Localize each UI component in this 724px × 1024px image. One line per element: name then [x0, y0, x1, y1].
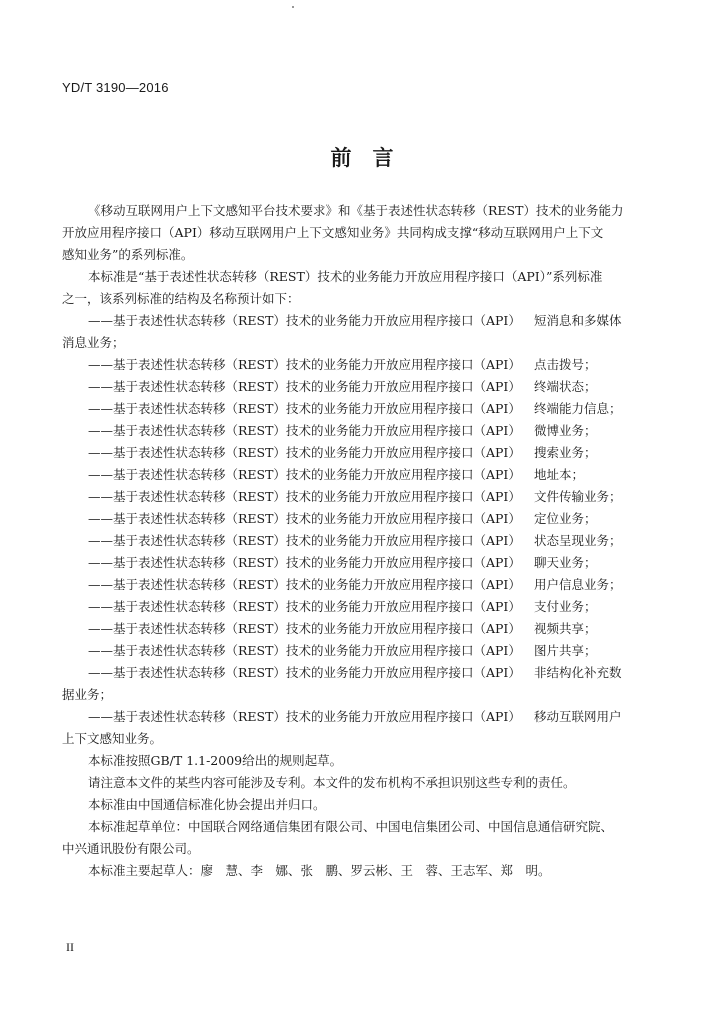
series-item-standard: ——基于表述性状态转移（REST）技术的业务能力开放应用程序接口（API）: [88, 599, 521, 614]
series-item-topic: 图片共享；: [534, 643, 597, 658]
series-intro-line: 本标准是“基于表述性状态转移（REST）技术的业务能力开放应用程序接口（API）”系列标准: [88, 269, 603, 284]
series-item-standard: ——基于表述性状态转移（REST）技术的业务能力开放应用程序接口（API）: [88, 555, 521, 570]
series-item-topic: 搜索业务；: [534, 445, 597, 460]
series-item-topic: 用户信息业务；: [534, 577, 622, 592]
series-item-standard: ——基于表述性状态转移（REST）技术的业务能力开放应用程序接口（API）: [88, 511, 521, 526]
series-item: [62, 662, 640, 684]
series-item: [62, 618, 640, 640]
series-item: [62, 420, 640, 442]
series-item: [62, 640, 640, 662]
scan-speck: [292, 6, 294, 8]
series-item: [62, 552, 640, 574]
page-number: II: [66, 940, 74, 954]
series-list: [62, 310, 640, 750]
series-item-continuation: 据业务；: [62, 687, 113, 702]
intro-line: 感知业务”的系列标准。: [62, 247, 194, 262]
series-item-standard: ——基于表述性状态转移（REST）技术的业务能力开放应用程序接口（API）: [88, 379, 521, 394]
series-intro-line: 之一，该系列标准的结构及名称预计如下：: [62, 291, 300, 306]
series-item-topic: 非结构化补充数: [534, 665, 622, 680]
series-item-standard: ——基于表述性状态转移（REST）技术的业务能力开放应用程序接口（API）: [88, 577, 521, 592]
series-item: [62, 530, 640, 552]
document-id: YD/T 3190—2016: [62, 80, 169, 95]
series-item-topic: 微博业务；: [534, 423, 597, 438]
series-item-continuation: 消息业务；: [62, 335, 125, 350]
series-item: [62, 442, 640, 464]
series-item: [62, 508, 640, 530]
series-item: [62, 464, 640, 486]
series-item-topic: 状态呈现业务；: [534, 533, 622, 548]
page-title: 前 言: [330, 146, 394, 170]
series-item-topic: 点击拨号；: [534, 357, 597, 372]
intro-line: 开放应用程序接口（API）移动互联网用户上下文感知业务》共同构成支撑“移动互联网用户上下文: [62, 225, 604, 240]
series-item-standard: ——基于表述性状态转移（REST）技术的业务能力开放应用程序接口（API）: [88, 401, 521, 416]
series-item-topic: 终端状态；: [534, 379, 597, 394]
series-item: [62, 398, 640, 420]
series-item-topic: 定位业务；: [534, 511, 597, 526]
series-item: [62, 486, 640, 508]
patent-notice: 请注意本文件的某些内容可能涉及专利。本文件的发布机构不承担识别这些专利的责任。: [88, 775, 576, 790]
series-item-topic: 聊天业务；: [534, 555, 597, 570]
series-item-standard: ——基于表述性状态转移（REST）技术的业务能力开放应用程序接口（API）: [88, 533, 521, 548]
series-item: [62, 376, 640, 398]
series-item-continuation: 上下文感知业务。: [62, 731, 163, 746]
series-item-topic: 文件传输业务；: [534, 489, 622, 504]
series-item-standard: ——基于表述性状态转移（REST）技术的业务能力开放应用程序接口（API）: [88, 423, 521, 438]
series-item-topic: 短消息和多媒体: [534, 313, 622, 328]
proposer: 本标准由中国通信标准化协会提出并归口。: [88, 797, 326, 812]
series-item-standard: ——基于表述性状态转移（REST）技术的业务能力开放应用程序接口（API）: [88, 621, 521, 636]
drafters: 本标准主要起草人：廖 慧、李 娜、张 鹏、罗云彬、王 蓉、王志军、郑 明。: [88, 863, 551, 878]
series-item-standard: ——基于表述性状态转移（REST）技术的业务能力开放应用程序接口（API）: [88, 643, 521, 658]
series-item-topic: 终端能力信息；: [534, 401, 622, 416]
series-item-standard: ——基于表述性状态转移（REST）技术的业务能力开放应用程序接口（API）: [88, 313, 521, 328]
drafting-rules: 本标准按照GB/T 1.1-2009给出的规则起草。: [88, 753, 343, 768]
series-item-standard: ——基于表述性状态转移（REST）技术的业务能力开放应用程序接口（API）: [88, 709, 521, 724]
series-item-standard: ——基于表述性状态转移（REST）技术的业务能力开放应用程序接口（API）: [88, 665, 521, 680]
series-item-standard: ——基于表述性状态转移（REST）技术的业务能力开放应用程序接口（API）: [88, 489, 521, 504]
series-item: [62, 706, 640, 728]
drafting-units: 本标准起草单位：中国联合网络通信集团有限公司、中国电信集团公司、中国信息通信研究院、: [88, 819, 614, 834]
series-item-topic: 移动互联网用户: [534, 709, 622, 724]
series-item: [62, 596, 640, 618]
series-item-topic: 地址本；: [534, 467, 585, 482]
foreword-body: [62, 200, 640, 882]
series-item-topic: 支付业务；: [534, 599, 597, 614]
series-item: [62, 310, 640, 332]
series-item-standard: ——基于表述性状态转移（REST）技术的业务能力开放应用程序接口（API）: [88, 467, 521, 482]
series-item: [62, 574, 640, 596]
series-item-topic: 视频共享；: [534, 621, 597, 636]
intro-line: 《移动互联网用户上下文感知平台技术要求》和《基于表述性状态转移（REST）技术的业务能力: [88, 203, 624, 218]
series-item: [62, 354, 640, 376]
series-item-standard: ——基于表述性状态转移（REST）技术的业务能力开放应用程序接口（API）: [88, 357, 521, 372]
drafting-units: 中兴通讯股份有限公司。: [62, 841, 200, 856]
series-item-standard: ——基于表述性状态转移（REST）技术的业务能力开放应用程序接口（API）: [88, 445, 521, 460]
